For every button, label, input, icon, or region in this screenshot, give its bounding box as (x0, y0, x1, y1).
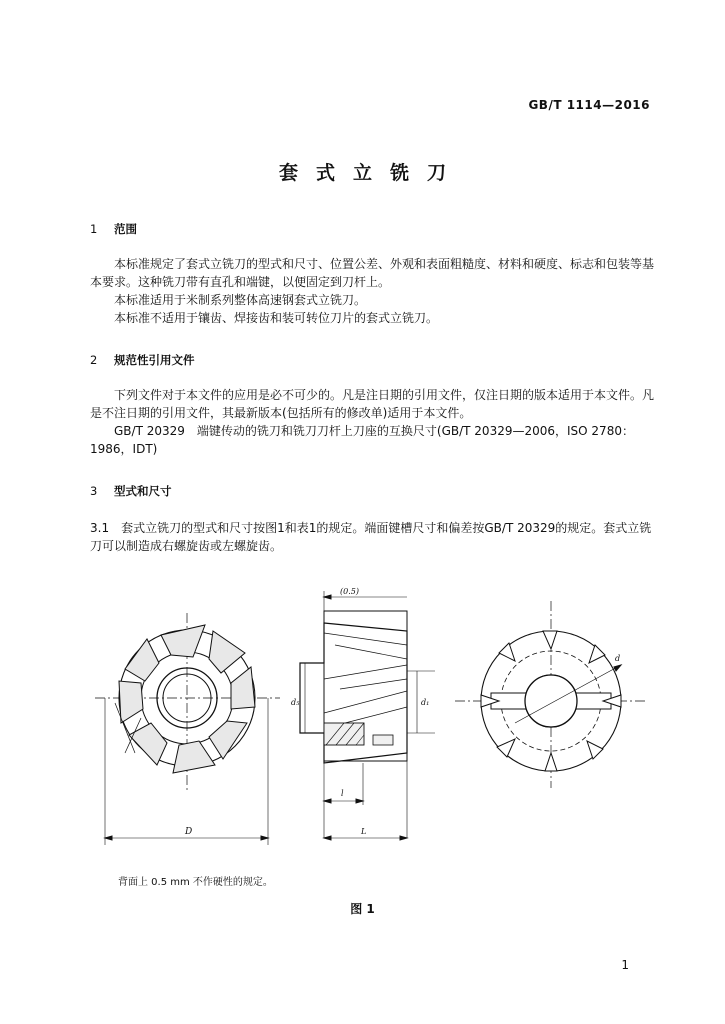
label-d: d (615, 654, 621, 663)
section-number: 1 (90, 222, 98, 236)
paragraph: 本标准适用于米制系列整体高速钢套式立铣刀。 (114, 293, 367, 307)
section-title: 型式和尺寸 (114, 484, 172, 498)
section-3-heading (90, 483, 172, 499)
paragraph: 本标准不适用于镶齿、焊接齿和装可转位刀片的套式立铣刀。 (114, 311, 439, 325)
page-number: 1 (621, 958, 629, 972)
document-title: 套式立铣刀 (278, 162, 464, 184)
label-top-dimension: (0.5) (340, 587, 359, 596)
section-number: 2 (90, 353, 98, 367)
cutter-back-view (455, 601, 645, 788)
clause-3-1 (90, 519, 656, 555)
label-d1: d₁ (421, 698, 430, 707)
cutter-end-view (95, 613, 280, 845)
standard-number: GB/T 1114—2016 (528, 98, 650, 112)
figure-caption: 图 1 (350, 902, 375, 916)
section-1-heading (90, 221, 137, 237)
label-d5: d₅ (291, 698, 300, 707)
clause-text: 套式立铣刀的型式和尺寸按图1和表1的规定。端面键槽尺寸和偏差按GB/T 20329的规定。套式立铣刀可以制造成右螺旋齿或左螺旋齿。 (90, 521, 652, 553)
section-title: 规范性引用文件 (114, 353, 195, 367)
paragraph: 本标准规定了套式立铣刀的型式和尺寸、位置公差、外观和表面粗糙度、材料和硬度、标志和包装等基本要求。这种铣刀带有直孔和端键，以便固定到刀杆上。 (90, 257, 655, 289)
cutter-side-view (291, 587, 435, 840)
figure-note: 背面上 0.5 mm 不作硬性的规定。 (118, 877, 273, 888)
section-title: 范围 (114, 222, 137, 236)
clause-number: 3.1 (90, 521, 110, 535)
section-2-heading (90, 352, 195, 368)
section-number: 3 (90, 484, 98, 498)
reference-entry: GB/T 20329 端键传动的铣刀和铣刀刀杆上刀座的互换尺寸(GB/T 20329—2006，ISO 2780：1986，IDT) (90, 424, 634, 456)
label-L: L (361, 827, 367, 836)
label-l: l (341, 789, 344, 798)
figure-1-drawing (95, 583, 665, 858)
label-D: D (185, 827, 193, 837)
paragraph: 下列文件对于本文件的应用是必不可少的。凡是注日期的引用文件，仅注日期的版本适用于本文件。凡是不注日期的引用文件，其最新版本(包括所有的修改单)适用于本文件。 (90, 388, 655, 420)
